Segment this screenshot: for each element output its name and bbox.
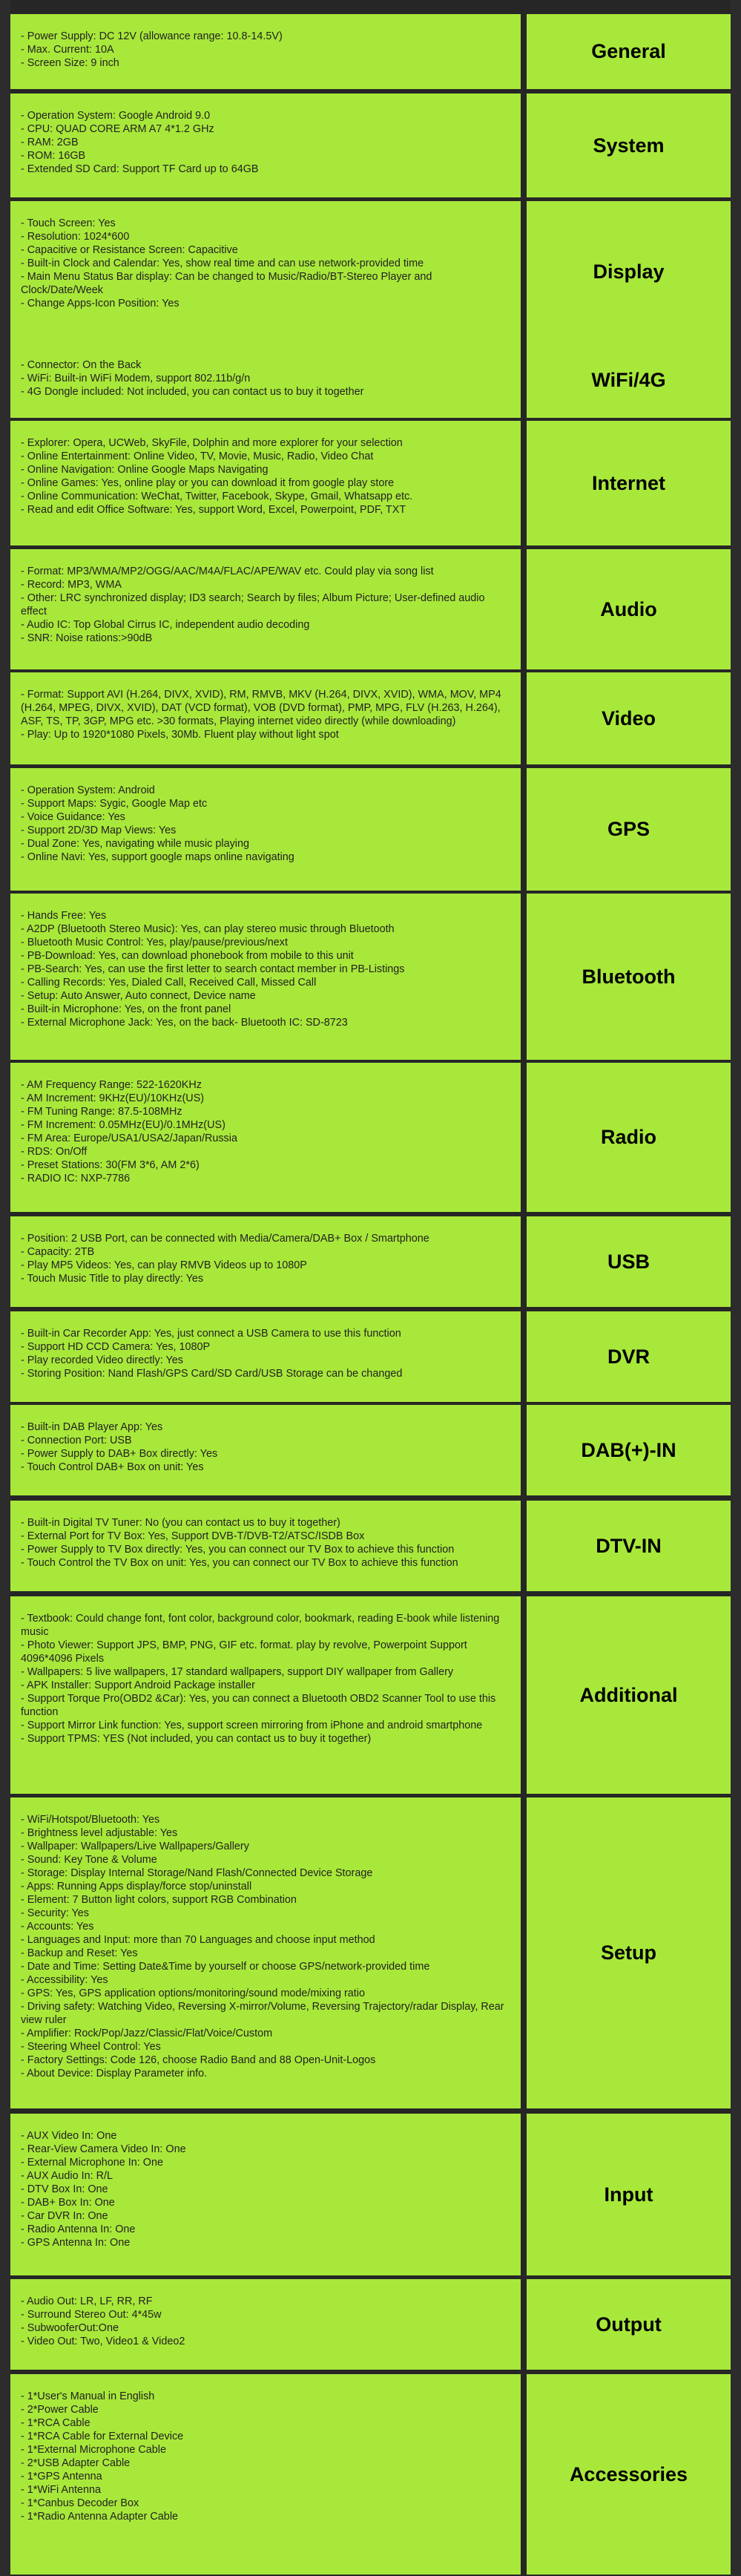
spec-details [10, 1405, 521, 1495]
spec-line: - Bluetooth Music Control: Yes, play/pause/previous/next [21, 937, 288, 948]
spec-row-usb [10, 1216, 731, 1307]
spec-line: - Support 2D/3D Map Views: Yes [21, 825, 177, 836]
spec-line: - Backup and Reset: Yes [21, 1947, 138, 1959]
spec-category-cell [527, 1216, 731, 1307]
spec-details [10, 1063, 521, 1212]
spec-line: - RDS: On/Off [21, 1146, 88, 1158]
spec-row-radio [10, 1063, 731, 1212]
spec-row-setup [10, 1797, 731, 2108]
spec-category-label: Video [601, 707, 656, 730]
spec-line: - DAB+ Box In: One [21, 2197, 115, 2209]
spec-category-label: USB [607, 1250, 650, 1273]
spec-line: - About Device: Display Parameter info. [21, 2068, 208, 2080]
spec-details [10, 94, 521, 197]
spec-line: - Play recorded Video directly: Yes [21, 1354, 183, 1366]
spec-category-cell [527, 768, 731, 891]
spec-line: - Operation System: Android [21, 784, 155, 796]
spec-line: - GPS: Yes, GPS application options/monitoring/sound mode/mixing ratio [21, 1987, 365, 1999]
spec-category-label: General [591, 40, 666, 62]
spec-row-dvr [10, 1311, 731, 1402]
spec-line: - External Port for TV Box: Yes, Support DVB-T/DVB-T2/ATSC/ISDB Box [21, 1530, 365, 1542]
spec-line: - Power Supply to DAB+ Box directly: Yes [21, 1448, 218, 1460]
spec-details [10, 1501, 521, 1591]
spec-line: - Storing Position: Nand Flash/GPS Card/SD Card/USB Storage can be changed [21, 1368, 403, 1380]
spec-category-label: Output [596, 2313, 662, 2336]
spec-line: - Play: Up to 1920*1080 Pixels, 30Mb. Fluent play without light spot [21, 729, 339, 741]
spec-line: - GPS Antenna In: One [21, 2237, 131, 2249]
spec-line: - Security: Yes [21, 1907, 89, 1919]
spec-line: - AUX Audio In: R/L [21, 2170, 113, 2182]
spec-row-dtv-in [10, 1501, 731, 1591]
spec-line: - Support Maps: Sygic, Google Map etc [21, 798, 208, 810]
spec-line: - Steering Wheel Control: Yes [21, 2041, 161, 2053]
spec-line: - 2*USB Adapter Cable [21, 2457, 131, 2469]
spec-category-label: DVR [607, 1345, 650, 1368]
spec-line: - Car DVR In: One [21, 2210, 108, 2222]
spec-line: - Change Apps-Icon Position: Yes [21, 298, 180, 309]
spec-line: - Screen Size: 9 inch [21, 57, 119, 69]
spec-line: - Audio Out: LR, LF, RR, RF [21, 2295, 153, 2307]
spec-category-label: Internet [591, 471, 665, 494]
spec-line: - Sound: Key Tone & Volume [21, 1854, 157, 1866]
spec-category-cell [527, 201, 731, 343]
spec-line: - RADIO IC: NXP-7786 [21, 1173, 131, 1184]
spec-line: - Format: Support AVI (H.264, DIVX, XVID), RM, RMVB, MKV (H.264, DIVX, XVID), WMA, MOV, MP4 (H.264, MPEG, DIVX, XVID), DAT (VCD format), VOB (DVD format), PMP, MPG, FLV (H.263, H.264), ASF, TS, TP, 3GP, MPG etc. >30 formats, Playing internet video directly (while downloading) [21, 689, 501, 727]
spec-row-bluetooth [10, 894, 731, 1060]
spec-line: - SubwooferOut:One [21, 2322, 119, 2334]
spec-line: - Setup: Auto Answer, Auto connect, Device name [21, 990, 256, 1002]
spec-category-label: WiFi/4G [591, 369, 666, 391]
spec-line: - FM Area: Europe/USA1/USA2/Japan/Russia [21, 1133, 237, 1144]
spec-line: - FM Increment: 0.05MHz(EU)/0.1MHz(US) [21, 1119, 225, 1131]
spec-line: - Connector: On the Back [21, 359, 142, 371]
spec-line: - Online Navigation: Online Google Maps Navigating [21, 464, 269, 476]
spec-category-label: Display [593, 260, 665, 283]
spec-line: - Capacitive or Resistance Screen: Capacitive [21, 244, 238, 256]
spec-row-dab-in [10, 1405, 731, 1495]
spec-row-output [10, 2279, 731, 2370]
spec-details [10, 1311, 521, 1402]
spec-line: - FM Tuning Range: 87.5-108MHz [21, 1106, 182, 1118]
spec-line: - Resolution: 1024*600 [21, 231, 130, 243]
spec-row-general [10, 14, 731, 89]
spec-line: - PB-Search: Yes, can use the first letter to search contact member in PB-Listings [21, 963, 405, 975]
spec-line: - 1*Canbus Decoder Box [21, 2497, 139, 2509]
spec-line: - Support HD CCD Camera: Yes, 1080P [21, 1341, 211, 1353]
spec-details [10, 768, 521, 891]
spec-details [10, 201, 521, 343]
spec-category-label: DTV-IN [596, 1534, 662, 1557]
spec-line: - Radio Antenna In: One [21, 2223, 136, 2235]
spec-category-cell [527, 14, 731, 89]
spec-category-cell [527, 94, 731, 197]
spec-details [10, 1797, 521, 2108]
spec-line: - Touch Music Title to play directly: Yes [21, 1273, 204, 1285]
spec-line: - Online Communication: WeChat, Twitter, Facebook, Skype, Gmail, Whatsapp etc. [21, 491, 413, 502]
spec-category-cell [527, 1063, 731, 1212]
spec-category-label: DAB(+)-IN [581, 1438, 676, 1461]
spec-row-gps [10, 768, 731, 891]
spec-line: - Operation System: Google Android 9.0 [21, 110, 211, 122]
spec-category-label: Accessories [569, 2462, 688, 2485]
spec-line: - Support TPMS: YES (Not included, you can contact us to buy it together) [21, 1733, 372, 1745]
spec-row-additional [10, 1596, 731, 1794]
spec-line: - Record: MP3, WMA [21, 579, 122, 591]
spec-category-cell [527, 2374, 731, 2575]
spec-details [10, 549, 521, 669]
spec-category-cell [527, 1596, 731, 1794]
spec-line: - Online Games: Yes, online play or you can download it from google play store [21, 477, 395, 489]
spec-line: - Rear-View Camera Video In: One [21, 2143, 186, 2155]
spec-line: - Support Torque Pro(OBD2 &Car): Yes, you can connect a Bluetooth OBD2 Scanner Tool to use this function [21, 1693, 496, 1718]
spec-line: - Touch Screen: Yes [21, 217, 116, 229]
spec-line: - External Microphone In: One [21, 2157, 163, 2169]
spec-line: - Accessibility: Yes [21, 1974, 108, 1986]
spec-line: - Position: 2 USB Port, can be connected with Media/Camera/DAB+ Box / Smartphone [21, 1233, 429, 1245]
spec-details [10, 672, 521, 764]
spec-category-cell [527, 1311, 731, 1402]
spec-line: - DTV Box In: One [21, 2183, 108, 2195]
spec-line: - Touch Control the TV Box on unit: Yes, you can connect our TV Box to achieve this function [21, 1557, 458, 1569]
spec-line: - A2DP (Bluetooth Stereo Music): Yes, can play stereo music through Bluetooth [21, 923, 395, 935]
spec-line: - Wallpaper: Wallpapers/Live Wallpapers/Gallery [21, 1841, 249, 1852]
spec-line: - Format: MP3/WMA/MP2/OGG/AAC/M4A/FLAC/APE/WAV etc. Could play via song list [21, 566, 434, 577]
spec-line: - Textbook: Could change font, font color, background color, bookmark, reading E-book while listening music [21, 1613, 500, 1638]
spec-line: - Read and edit Office Software: Yes, support Word, Excel, Powerpoint, PDF, TXT [21, 504, 406, 516]
spec-line: - WiFi/Hotspot/Bluetooth: Yes [21, 1814, 160, 1826]
spec-category-label: Audio [600, 597, 657, 620]
spec-line: - 4G Dongle included: Not included, you can contact us to buy it together [21, 386, 364, 398]
spec-row-video [10, 672, 731, 764]
spec-line: - AUX Video In: One [21, 2130, 117, 2142]
spec-line: - 1*Radio Antenna Adapter Cable [21, 2511, 179, 2523]
spec-category-cell [527, 549, 731, 669]
spec-line: - Brightness level adjustable: Yes [21, 1827, 178, 1839]
spec-line: - Apps: Running Apps display/force stop/uninstall [21, 1881, 252, 1892]
spec-line: - Video Out: Two, Video1 & Video2 [21, 2336, 185, 2347]
spec-line: - 2*Power Cable [21, 2404, 99, 2416]
spec-line: - Power Supply to TV Box directly: Yes, you can connect our TV Box to achieve this function [21, 1544, 455, 1556]
spec-line: - External Microphone Jack: Yes, on the back- Bluetooth IC: SD-8723 [21, 1017, 348, 1029]
spec-row-wifi-4g [10, 343, 731, 418]
spec-line: - Audio IC: Top Global Cirrus IC, independent audio decoding [21, 619, 310, 631]
spec-category-cell [527, 421, 731, 545]
spec-category-label: GPS [607, 818, 651, 840]
spec-line: - Dual Zone: Yes, navigating while music playing [21, 838, 249, 850]
spec-row-input [10, 2114, 731, 2275]
spec-details [10, 2374, 521, 2575]
spec-line: - Touch Control DAB+ Box on unit: Yes [21, 1461, 204, 1473]
spec-line: - 1*External Microphone Cable [21, 2444, 166, 2456]
spec-line: - WiFi: Built-in WiFi Modem, support 802.11b/g/n [21, 373, 251, 384]
spec-line: - Element: 7 Button light colors, support RGB Combination [21, 1894, 297, 1906]
spec-line: - 1*User's Manual in English [21, 2390, 155, 2402]
spec-line: - Built-in Car Recorder App: Yes, just connect a USB Camera to use this function [21, 1328, 401, 1340]
spec-line: - Play MP5 Videos: Yes, can play RMVB Videos up to 1080P [21, 1259, 307, 1271]
spec-line: - Built-in Microphone: Yes, on the front panel [21, 1003, 231, 1015]
spec-line: - AM Increment: 9KHz(EU)/10KHz(US) [21, 1092, 205, 1104]
spec-line: - RAM: 2GB [21, 137, 79, 148]
spec-details [10, 421, 521, 545]
spec-line: - Date and Time: Setting Date&Time by yourself or choose GPS/network-provided time [21, 1961, 430, 1973]
spec-row-system [10, 94, 731, 197]
spec-line: - Preset Stations: 30(FM 3*6, AM 2*6) [21, 1159, 200, 1171]
spec-category-cell [527, 894, 731, 1060]
spec-line: - Languages and Input: more than 70 Languages and choose input method [21, 1934, 375, 1946]
spec-line: - Main Menu Status Bar display: Can be changed to Music/Radio/BT-Stereo Player and Clock/Date/Week [21, 271, 432, 296]
spec-line: - 1*GPS Antenna [21, 2471, 102, 2482]
spec-line: - SNR: Noise rations:>90dB [21, 632, 153, 644]
spec-line: - Built-in DAB Player App: Yes [21, 1421, 163, 1433]
spec-line: - Explorer: Opera, UCWeb, SkyFile, Dolphin and more explorer for your selection [21, 437, 403, 449]
spec-line: - 1*RCA Cable [21, 2417, 90, 2429]
spec-line: - Hands Free: Yes [21, 910, 107, 922]
spec-line: - CPU: QUAD CORE ARM A7 4*1.2 GHz [21, 123, 214, 135]
spec-line: - Extended SD Card: Support TF Card up to 64GB [21, 163, 259, 175]
spec-category-label: System [593, 134, 665, 157]
spec-category-label: Input [604, 2183, 653, 2206]
spec-category-label: Radio [600, 1126, 656, 1148]
spec-line: - Online Entertainment: Online Video, TV, Movie, Music, Radio, Video Chat [21, 450, 374, 462]
spec-category-cell [527, 1797, 731, 2108]
spec-line: - Photo Viewer: Support JPS, BMP, PNG, GIF etc. format. play by revolve, Powerpoint Support 4096*4096 Pixels [21, 1639, 467, 1665]
spec-details [10, 1216, 521, 1307]
spec-category-label: Additional [579, 1683, 678, 1706]
spec-line: - Connection Port: USB [21, 1435, 132, 1446]
spec-line: - AM Frequency Range: 522-1620KHz [21, 1079, 202, 1091]
spec-line: - ROM: 16GB [21, 150, 86, 162]
spec-category-cell [527, 2114, 731, 2275]
spec-line: - APK Installer: Support Android Package installer [21, 1679, 255, 1691]
spec-details [10, 14, 521, 89]
spec-line: - Factory Settings: Code 126, choose Radio Band and 88 Open-Unit-Logos [21, 2054, 376, 2066]
spec-line: - PB-Download: Yes, can download phonebook from mobile to this unit [21, 950, 354, 962]
spec-category-cell [527, 2279, 731, 2370]
spec-details [10, 343, 521, 418]
spec-line: - Surround Stereo Out: 4*45w [21, 2309, 162, 2321]
spec-line: - Support Mirror Link function: Yes, support screen mirroring from iPhone and android smartphone [21, 1720, 483, 1731]
spec-details [10, 2279, 521, 2370]
spec-line: - Max. Current: 10A [21, 44, 114, 56]
spec-category-cell [527, 1501, 731, 1591]
spec-details [10, 894, 521, 1060]
spec-line: - Calling Records: Yes, Dialed Call, Received Call, Missed Call [21, 977, 317, 989]
spec-line: - Online Navi: Yes, support google maps online navigating [21, 851, 294, 863]
spec-row-internet [10, 421, 731, 545]
spec-row-display [10, 201, 731, 343]
spec-line: - Capacity: 2TB [21, 1246, 95, 1258]
spec-line: - Accounts: Yes [21, 1921, 94, 1933]
spec-line: - Other: LRC synchronized display; ID3 search; Search by files; Album Picture; User-defined audio effect [21, 592, 485, 617]
spec-details [10, 1596, 521, 1794]
spec-category-label: Setup [600, 1941, 656, 1964]
spec-details [10, 2114, 521, 2275]
spec-row-accessories [10, 2374, 731, 2575]
spec-line: - Amplifier: Rock/Pop/Jazz/Classic/Flat/Voice/Custom [21, 2028, 273, 2039]
spec-category-cell [527, 343, 731, 418]
spec-line: - Voice Guidance: Yes [21, 811, 125, 823]
spec-line: - Built-in Clock and Calendar: Yes, show real time and can use network-provided time [21, 258, 424, 269]
spec-row-audio [10, 549, 731, 669]
spec-line: - Wallpapers: 5 live wallpapers, 17 standard wallpapers, support DIY wallpaper from Gallery [21, 1666, 454, 1678]
spec-line: - Built-in Digital TV Tuner: No (you can contact us to buy it together) [21, 1517, 340, 1529]
spec-line: - 1*RCA Cable for External Device [21, 2431, 184, 2442]
spec-line: - Power Supply: DC 12V (allowance range: 10.8-14.5V) [21, 30, 283, 42]
spec-line: - 1*WiFi Antenna [21, 2484, 101, 2496]
spec-category-cell [527, 672, 731, 764]
spec-category-cell [527, 1405, 731, 1495]
spec-category-label: Bluetooth [582, 965, 676, 988]
spec-line: - Storage: Display Internal Storage/Nand Flash/Connected Device Storage [21, 1867, 373, 1879]
spec-line: - Driving safety: Watching Video, Reversing X-mirror/Volume, Reversing Trajectory/radar Display, Rear view ruler [21, 2001, 504, 2026]
